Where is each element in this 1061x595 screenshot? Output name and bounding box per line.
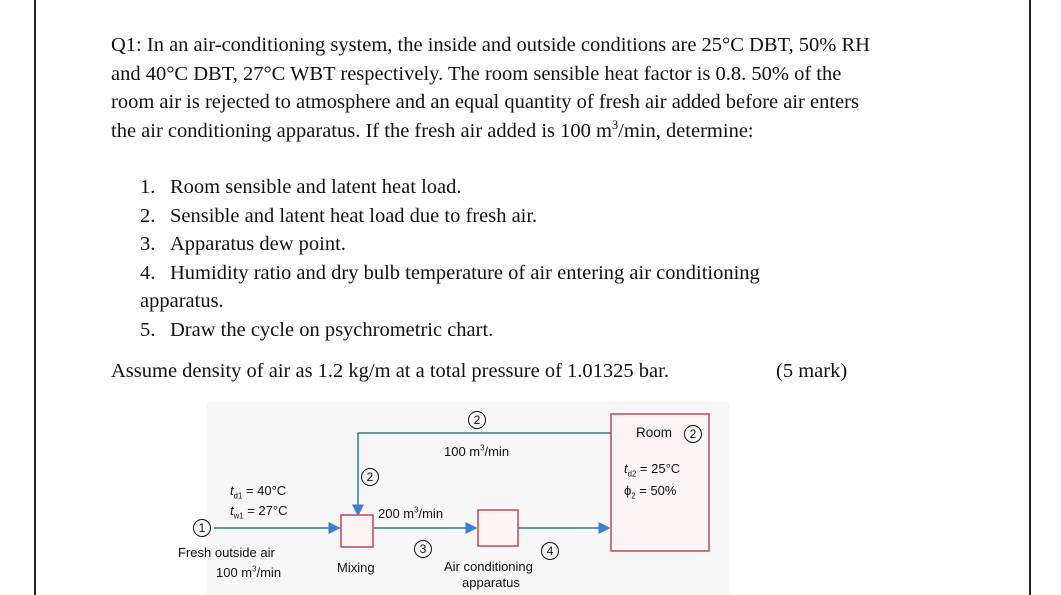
fresh-air-label: Fresh outside air xyxy=(178,545,275,560)
list-item-number: 3. xyxy=(140,233,156,256)
list-item-text: Draw the cycle on psychrometric chart. xyxy=(170,318,494,341)
question-text xyxy=(111,31,871,145)
out-t-value: = 40°C xyxy=(242,483,287,498)
flow-mid-value: 200 m xyxy=(378,506,415,521)
flow-top-sup: 3 xyxy=(480,443,485,453)
flow-top-label xyxy=(444,444,509,459)
flow-mid-label xyxy=(378,506,443,521)
outside-dbt xyxy=(230,483,287,501)
out-tw-sub: w1 xyxy=(233,511,244,521)
list-item-number: 2. xyxy=(140,204,156,227)
room-phi-symbol: ϕ xyxy=(624,483,632,498)
room-state-marker: 2 xyxy=(684,425,702,443)
mixing-label: Mixing xyxy=(337,560,375,575)
list-item-number: 1. xyxy=(140,176,156,198)
flow-top-value: 100 m xyxy=(444,444,481,459)
fresh-air-flow xyxy=(216,565,281,580)
state-2-mix-marker: 2 xyxy=(361,468,379,486)
ac-system-diagram xyxy=(178,402,730,595)
question-intro-end: /min, determine: xyxy=(618,119,754,142)
out-t-symbol: t xyxy=(230,483,234,498)
room-t-value: = 25°C xyxy=(636,461,681,476)
ac-apparatus-label-1: Air conditioning xyxy=(444,559,533,574)
question-label: Q1: xyxy=(111,34,142,56)
question-item-list xyxy=(140,173,760,345)
mixing-chamber xyxy=(341,515,373,547)
room-temperature xyxy=(624,461,681,479)
list-item xyxy=(140,316,760,345)
fresh-flow-unit: /min xyxy=(256,565,282,580)
question-paragraph xyxy=(111,31,871,145)
outside-wbt xyxy=(230,503,288,521)
list-item xyxy=(140,202,760,231)
list-item xyxy=(140,230,760,259)
page-border-left xyxy=(34,0,36,595)
out-t-sub: d1 xyxy=(233,491,243,501)
state-2-top-marker: 2 xyxy=(468,411,486,429)
list-item-text: Apparatus dew point. xyxy=(170,233,346,256)
out-tw-value: = 27°C xyxy=(243,503,288,518)
list-item-text: Humidity ratio and dry bulb temperature of air entering air conditioning xyxy=(170,261,760,284)
list-item-text: Sensible and latent heat load due to fresh air. xyxy=(170,204,538,227)
room-phi-value: = 50% xyxy=(635,483,677,498)
assumption-text: Assume density of air as 1.2 kg/m at a total pressure of 1.01325 bar. xyxy=(111,360,669,382)
fresh-flow-value: 100 m xyxy=(216,565,253,580)
out-tw-symbol: t xyxy=(230,503,234,518)
room-t-symbol: t xyxy=(624,461,628,476)
flow-mid-unit: /min xyxy=(418,506,444,521)
ac-apparatus-label-2: apparatus xyxy=(462,575,520,590)
marks-label: (5 mark) xyxy=(776,360,848,382)
room-phi-sub: 2 xyxy=(631,491,636,501)
page-border-right xyxy=(1029,0,1031,595)
flow-top-unit: /min xyxy=(484,444,510,459)
room-label: Room xyxy=(636,425,673,440)
question-intro: In an air-conditioning system, the inside and outside conditions are 25°C DBT, 50% RH and 40°C DBT, 27°C WBT respectively. The room sensible heat factor is 0.8. 50% of the room air is rejected to atmosphere and an equal quantity of fresh air added before air enters the air conditioning apparatus. If the fresh air added is 100 m xyxy=(111,34,870,142)
ac-apparatus-box xyxy=(478,510,518,546)
list-item xyxy=(140,173,760,202)
fresh-flow-sup: 3 xyxy=(252,564,257,574)
list-item-number: 4. xyxy=(140,261,156,284)
list-item-text: Room sensible and latent heat load. xyxy=(170,176,462,198)
list-item-continuation: apparatus. xyxy=(140,290,224,313)
list-item xyxy=(140,259,760,288)
state-4-marker: 4 xyxy=(541,542,559,560)
question-intro-sup: 3 xyxy=(611,117,619,132)
state-1-marker: 1 xyxy=(193,519,211,537)
state-3-marker: 3 xyxy=(414,540,432,558)
flow-mid-sup: 3 xyxy=(414,505,419,515)
room-humidity xyxy=(624,483,677,501)
room-t-sub: d2 xyxy=(627,469,637,479)
list-item-number: 5. xyxy=(140,318,156,341)
